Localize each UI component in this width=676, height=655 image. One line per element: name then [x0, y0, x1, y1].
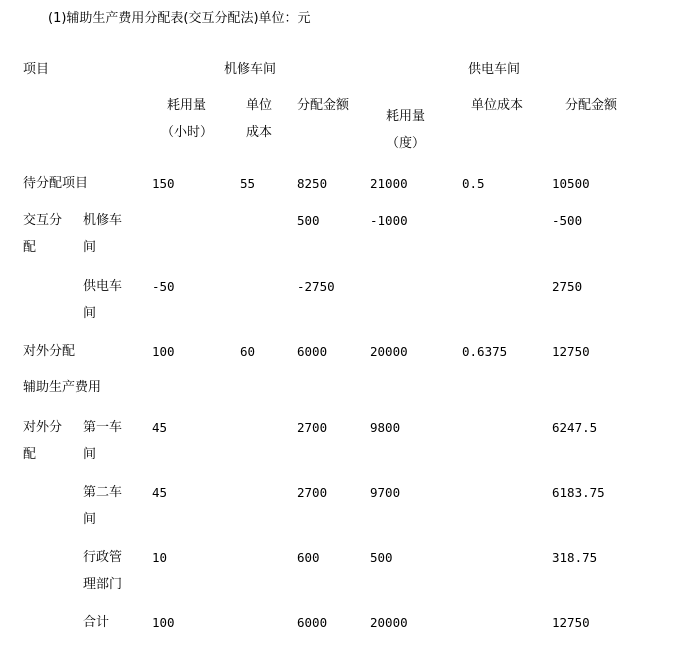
row-workshop2-label-line1: 第二车	[83, 485, 123, 500]
row-external-repair-amount: 6000	[297, 344, 328, 359]
row-pending-power-qty: 21000	[370, 176, 408, 191]
row-pending-power-unit-cost: 0.5	[462, 176, 485, 191]
row-admin-label-line1: 行政管	[83, 550, 123, 565]
header-power-qty-line2: （度）	[386, 136, 426, 151]
row-workshop1-label-line2: 间	[83, 447, 97, 462]
row-mutual-power-repair-amount: -2750	[297, 279, 335, 294]
row-pending-repair-amount: 8250	[297, 176, 328, 191]
row-admin-power-amount: 318.75	[552, 550, 598, 565]
row-mutual-power-label-line2: 间	[83, 306, 97, 321]
row-external-power-amount: 12750	[552, 344, 590, 359]
row-workshop2-repair-amount: 2700	[297, 485, 328, 500]
row-external-power-qty: 20000	[370, 344, 408, 359]
row-admin-label-line2: 理部门	[83, 577, 123, 592]
header-item: 项目	[23, 62, 50, 77]
row-mutual-power-repair-qty: -50	[152, 279, 175, 294]
row-pending-power-amount: 10500	[552, 176, 590, 191]
row-pending-repair-unit-cost: 55	[240, 176, 256, 191]
row-mutual-repair-repair-amount: 500	[297, 213, 320, 228]
row-admin-repair-qty: 10	[152, 550, 168, 565]
header-repair-amount: 分配金额	[297, 98, 350, 113]
header-power-workshop: 供电车间	[468, 62, 521, 77]
row-workshop1-label-line1: 第一车	[83, 420, 123, 435]
row-total-repair-qty: 100	[152, 615, 175, 630]
row-total-power-qty: 20000	[370, 615, 408, 630]
row-admin-power-qty: 500	[370, 550, 393, 565]
group-mutual-line1: 交互分	[23, 213, 63, 228]
row-pending-repair-qty: 150	[152, 176, 175, 191]
row-mutual-repair-label-line1: 机修车	[83, 213, 123, 228]
row-mutual-repair-label-line2: 间	[83, 240, 97, 255]
header-repair-qty-line1: 耗用量	[167, 98, 207, 113]
row-workshop2-power-amount: 6183.75	[552, 485, 605, 500]
table-title: (1)辅助生产费用分配表(交互分配法)单位：元	[48, 11, 311, 26]
row-workshop1-power-qty: 9800	[370, 420, 401, 435]
group-external-line2: 配	[23, 447, 37, 462]
header-power-qty-line1: 耗用量	[386, 109, 426, 124]
row-total-repair-amount: 6000	[297, 615, 328, 630]
row-external-label: 对外分配	[23, 344, 76, 359]
row-workshop1-repair-amount: 2700	[297, 420, 328, 435]
row-mutual-power-power-amount: 2750	[552, 279, 583, 294]
row-aux-cost-label: 辅助生产费用	[23, 380, 102, 395]
row-total-power-amount: 12750	[552, 615, 590, 630]
row-workshop1-repair-qty: 45	[152, 420, 168, 435]
group-external-line1: 对外分	[23, 420, 63, 435]
header-repair-qty-line2: （小时）	[161, 125, 214, 140]
row-external-repair-unit-cost: 60	[240, 344, 256, 359]
header-repair-unit-cost-line2: 成本	[246, 125, 273, 140]
row-mutual-repair-power-amount: -500	[552, 213, 583, 228]
header-repair-unit-cost-line1: 单位	[246, 98, 273, 113]
row-mutual-repair-power-qty: -1000	[370, 213, 408, 228]
row-workshop2-repair-qty: 45	[152, 485, 168, 500]
row-external-power-unit-cost: 0.6375	[462, 344, 508, 359]
row-pending-label: 待分配项目	[23, 176, 89, 191]
row-total-label: 合计	[83, 615, 110, 630]
row-admin-repair-amount: 600	[297, 550, 320, 565]
group-mutual-line2: 配	[23, 240, 37, 255]
row-workshop1-power-amount: 6247.5	[552, 420, 598, 435]
row-workshop2-power-qty: 9700	[370, 485, 401, 500]
row-mutual-power-label-line1: 供电车	[83, 279, 123, 294]
row-workshop2-label-line2: 间	[83, 512, 97, 527]
header-power-unit-cost: 单位成本	[471, 98, 524, 113]
header-power-amount: 分配金额	[565, 98, 618, 113]
row-external-repair-qty: 100	[152, 344, 175, 359]
header-repair-workshop: 机修车间	[224, 62, 277, 77]
